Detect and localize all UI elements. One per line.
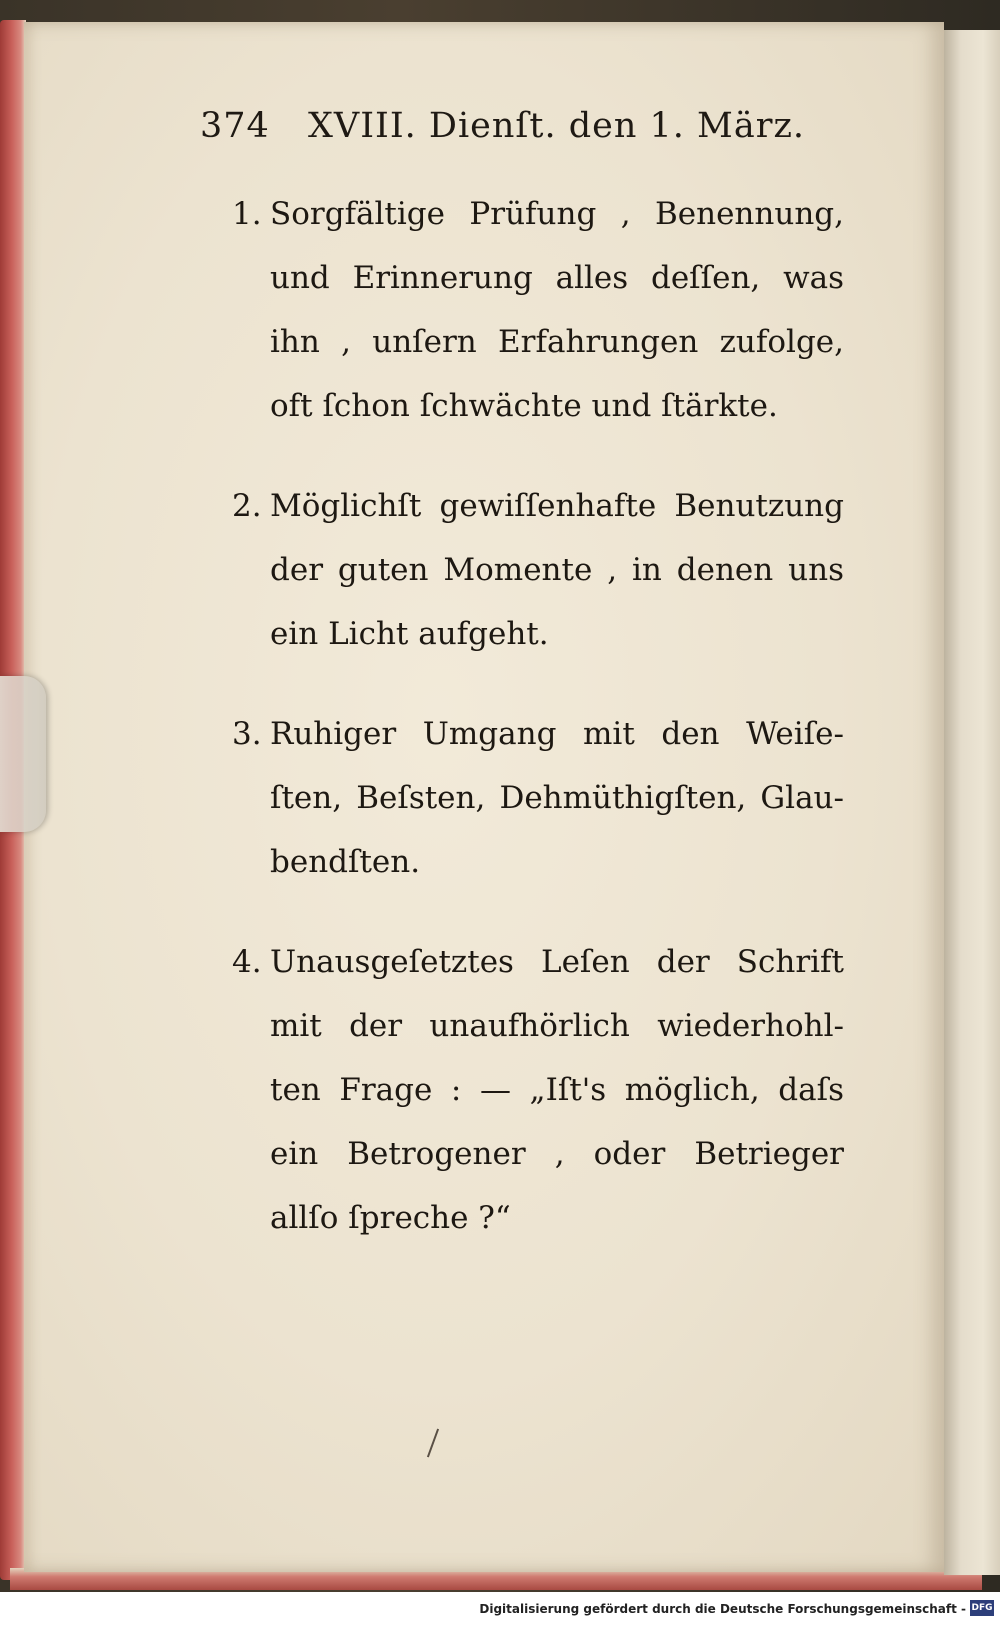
item-number: 3. bbox=[232, 716, 262, 752]
adjacent-page bbox=[944, 30, 1000, 1575]
list-item bbox=[232, 930, 844, 1250]
item-number: 4. bbox=[232, 944, 262, 980]
list-item bbox=[232, 702, 844, 894]
text-line: und Erinnerung alles deſſen, was bbox=[270, 260, 844, 296]
page-number: 374 bbox=[200, 106, 270, 146]
list-item bbox=[232, 474, 844, 666]
text-line: mit der unaufhörlich wiederhohl- bbox=[270, 1008, 844, 1044]
list-item bbox=[232, 182, 844, 438]
text-line: allſo ſpreche ?“ bbox=[270, 1200, 511, 1236]
text-line: ten Frage : — „Iſt's möglich, daſs bbox=[270, 1072, 844, 1108]
text-line: ihn , unſern Erfahrungen zufolge, bbox=[270, 324, 844, 360]
text-line: ſten, Beſsten, Dehmüthigſten, Glau- bbox=[270, 780, 844, 816]
text-line: Sorgfältige Prüfung , Benennung, bbox=[270, 196, 844, 232]
text-line: bendſten. bbox=[270, 844, 421, 880]
text-line: ein Licht aufgeht. bbox=[270, 616, 549, 652]
page-clip bbox=[0, 676, 46, 832]
page-header bbox=[200, 106, 840, 166]
text-line: oft ſchon ſchwächte und ſtärkte. bbox=[270, 388, 778, 424]
dfg-logo: DFG bbox=[970, 1600, 994, 1616]
text-line: Unausgeſetztes Leſen der Schrift bbox=[270, 944, 844, 980]
text-line: der guten Momente , in denen uns bbox=[270, 552, 844, 588]
item-number: 2. bbox=[232, 488, 262, 524]
page-body bbox=[232, 182, 844, 1286]
running-head: XVIII. Dienſt. den 1. März. bbox=[308, 106, 806, 146]
text-line: Möglichſt gewiſſenhafte Benutzung bbox=[270, 488, 844, 524]
funding-credit: Digitalisierung gefördert durch die Deutsche Forschungsgemeinschaft - bbox=[479, 1602, 966, 1616]
item-number: 1. bbox=[232, 196, 262, 232]
footer-bar bbox=[0, 1592, 1000, 1629]
text-line: ein Betrogener , oder Betrieger bbox=[270, 1136, 844, 1172]
text-line: Ruhiger Umgang mit den Weiſe- bbox=[270, 716, 844, 752]
